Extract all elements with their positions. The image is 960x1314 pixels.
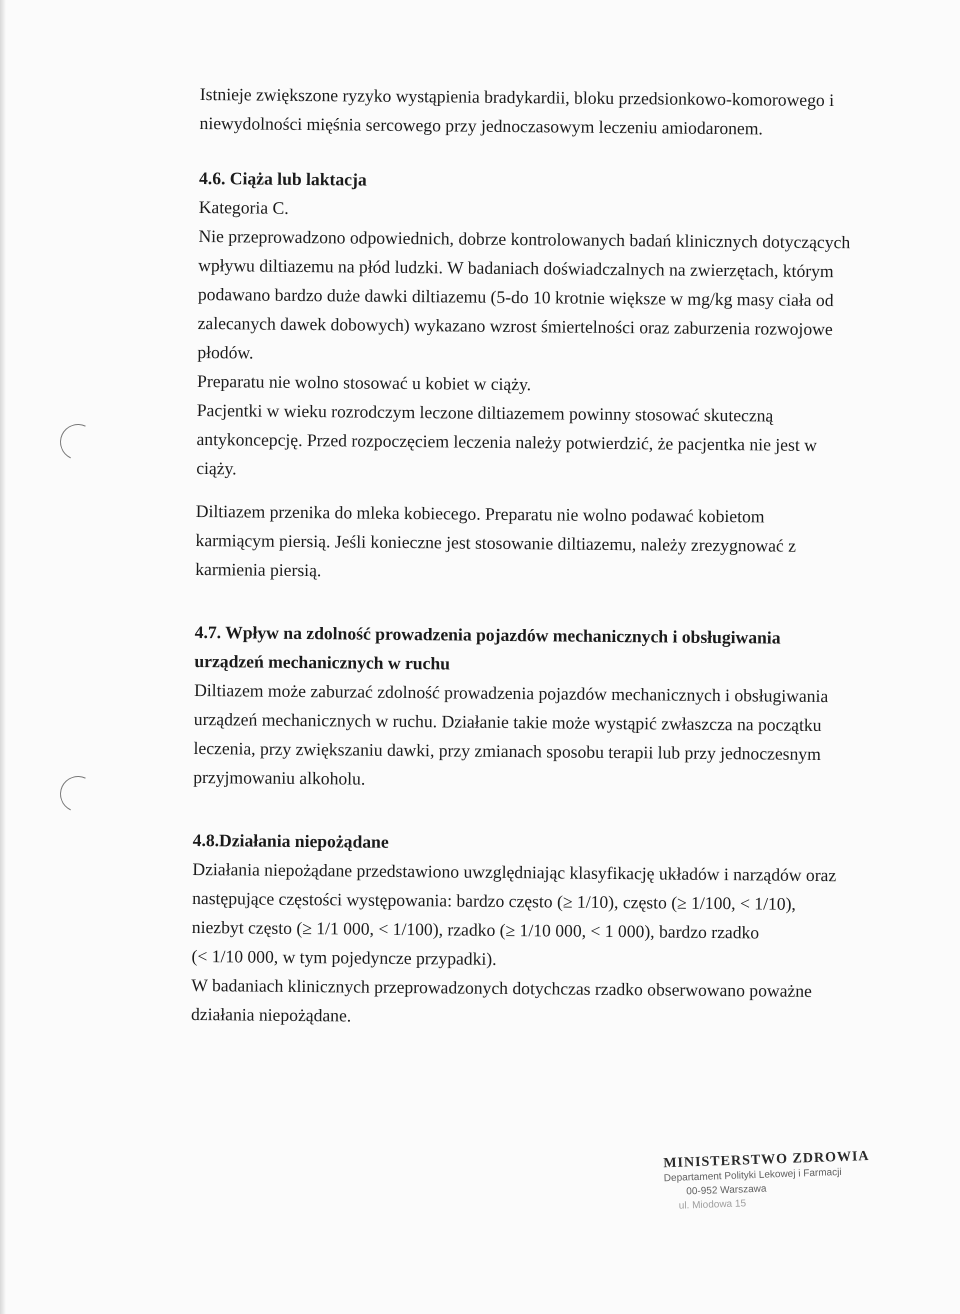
section-heading-4-7-cont: urządzeń mechanicznych w ruchu: [194, 650, 451, 674]
paragraph-line: działania niepożądane.: [190, 1003, 352, 1026]
paragraph-line: niezbyt często (≥ 1/1 000, < 1/100), rzadko (≥ 1/10 000, < 1 000), bardzo rzadko: [191, 916, 760, 943]
paragraph-line: następujące częstości występowania: bardzo często (≥ 1/10), często (≥ 1/100, < 1/10),: [192, 887, 796, 914]
paragraph-line: (< 1/10 000, w tym pojedyncze przypadki).: [191, 945, 497, 969]
section-heading-4-8: 4.8.Działania niepożądane: [192, 829, 389, 852]
stamp-line-postcode: 00-952 Warszawa: [686, 1183, 767, 1198]
paragraph-line: urządzeń mechanicznych w ruchu. Działanie takie może wystąpić zwłaszcza na początku: [193, 708, 822, 735]
paragraph-line: Kategoria C.: [198, 196, 289, 218]
section-heading-4-6: 4.6. Ciąża lub laktacja: [198, 167, 367, 190]
paragraph-line: płodów.: [197, 341, 254, 363]
paragraph-line: wpływu diltiazemu na płód ludzki. W badaniach doświadczalnych na zwierzętach, którym: [198, 254, 834, 282]
paragraph-line: Diltiazem może zaburzać zdolność prowadzenia pojazdów mechanicznych i obsługiwania: [194, 679, 829, 707]
paragraph-line: W badaniach klinicznych przeprowadzonych dotychczas rzadko obserwowano poważne: [191, 974, 812, 1001]
paragraph-line: karmiącym piersią. Jeśli konieczne jest stosowanie diltiazemu, należy zrezygnować z: [195, 529, 797, 556]
margin-pen-mark: [55, 419, 101, 465]
stamp-line-street: ul. Miodowa 15: [678, 1198, 747, 1212]
intro-line: Istnieje zwiększone ryzyko wystąpienia bradykardii, bloku przedsionkowo-komorowego i: [199, 83, 835, 111]
stamp-line-ministry: MINISTERSTWO ZDROWIA: [663, 1149, 870, 1172]
paragraph-line: przyjmowaniu alkoholu.: [193, 766, 366, 789]
paragraph-line: podawano bardzo duże dawki diltiazemu (5-do 10 krotnie większe w mg/kg masy ciała od: [197, 283, 834, 311]
paragraph-line: ciąży.: [196, 457, 237, 479]
section-heading-4-7: 4.7. Wpływ na zdolność prowadzenia pojazdów mechanicznych i obsługiwania: [194, 621, 781, 648]
paragraph-line: Diltiazem przenika do mleka kobiecego. Preparatu nie wolno podawać kobietom: [195, 500, 765, 527]
paragraph-line: zalecanych dawek dobowych) wykazano wzrost śmiertelności oraz zaburzenia rozwojowe: [197, 312, 833, 340]
stamp-line-department: Departament Polityki Lekowej i Farmacji: [663, 1166, 842, 1185]
scan-edge-shadow: [0, 0, 6, 1314]
ministry-stamp: [663, 1148, 905, 1214]
paragraph-line: Pacjentki w wieku rozrodczym leczone diltiazemem powinny stosować skuteczną: [196, 399, 774, 426]
paragraph-line: antykoncepcję. Przed rozpoczęciem leczenia należy potwierdzić, że pacjentka nie jest w: [196, 428, 817, 455]
document-body: [191, 80, 920, 1036]
paragraph-line: Nie przeprowadzono odpowiednich, dobrze kontrolowanych badań klinicznych dotyczących: [198, 225, 851, 253]
paragraph-line: Preparatu nie wolno stosować u kobiet w ciąży.: [197, 370, 532, 395]
paragraph-line: karmienia piersią.: [195, 558, 322, 581]
paragraph-line: Działania niepożądane przedstawiono uwzględniając klasyfikację układów i narządów oraz: [192, 858, 837, 886]
intro-line: niewydolności mięśnia sercowego przy jednoczasowym leczeniu amiodaronem.: [199, 112, 763, 139]
paragraph-line: leczenia, przy zwiększaniu dawki, przy zmianach sposobu terapii lub przy jednoczesnym: [193, 737, 821, 764]
margin-pen-mark: [55, 771, 101, 817]
